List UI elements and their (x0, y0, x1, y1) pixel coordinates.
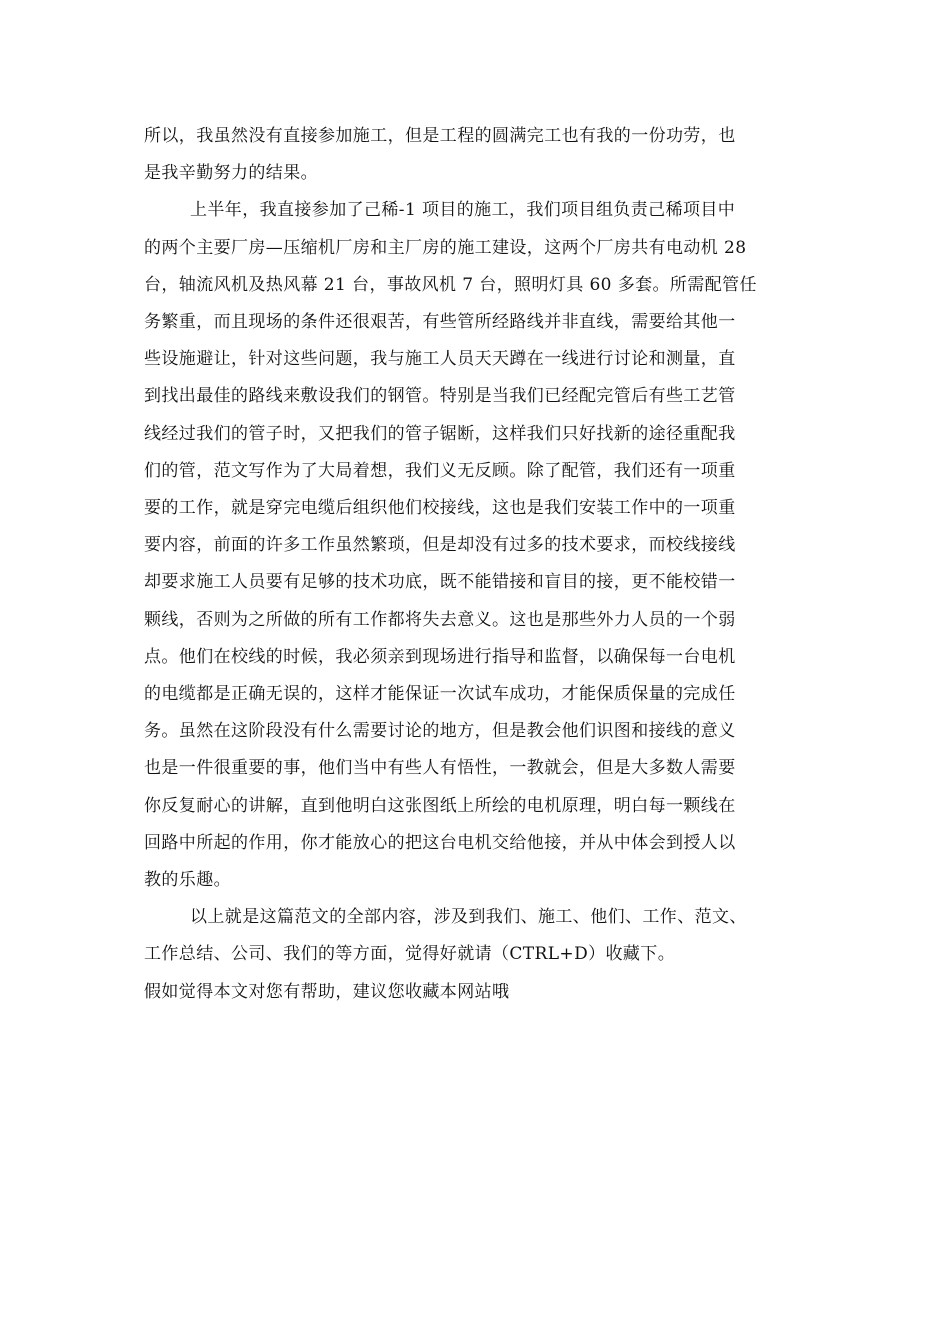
text-line: 是我辛勤努力的结果。 (144, 163, 318, 184)
text-line: 教的乐趣。 (144, 870, 231, 891)
text-line: 台，轴流风机及热风幕 21 台，事故风机 7 台，照明灯具 60 多套。所需配管任 (144, 274, 757, 295)
text-line: 颗线，否则为之所做的所有工作都将失去意义。这也是那些外力人员的一个弱 (144, 609, 736, 630)
text-line: 的两个主要厂房—压缩机厂房和主厂房的施工建设，这两个厂房共有电动机 28 (144, 237, 747, 258)
text-line: 却要求施工人员要有足够的技术功底，既不能错接和盲目的接，更不能校错一 (144, 572, 736, 593)
text-line: 假如觉得本文对您有帮助，建议您收藏本网站哦 (144, 981, 510, 1002)
text-line: 务。虽然在这阶段没有什么需要讨论的地方，但是教会他们识图和接线的意义 (144, 721, 736, 742)
text-line: 些设施避让，针对这些问题，我与施工人员天天蹲在一线进行讨论和测量，直 (144, 349, 736, 370)
text-line: 回路中所起的作用，你才能放心的把这台电机交给他接，并从中体会到授人以 (144, 832, 736, 853)
text-line: 以上就是这篇范文的全部内容，涉及到我们、施工、他们、工作、范文、 (190, 907, 747, 928)
document-body (144, 118, 804, 1011)
paragraph-conclusion (144, 118, 804, 192)
text-line: 到找出最佳的路线来敷设我们的钢管。特别是当我们已经配完管后有些工艺管 (144, 386, 736, 407)
text-line: 工作总结、公司、我们的等方面，觉得好就请（CTRL+D）收藏下。 (144, 944, 676, 965)
text-line: 要内容，前面的许多工作虽然繁琐，但是却没有过多的技术要求，而校线接线 (144, 535, 736, 556)
paragraph-first-half-year (144, 192, 804, 899)
paragraph-summary (144, 899, 804, 973)
text-line: 务繁重，而且现场的条件还很艰苦，有些管所经路线并非直线，需要给其他一 (144, 312, 736, 333)
paragraph-bookmark-note (144, 974, 804, 1011)
text-line: 上半年，我直接参加了己稀-1 项目的施工，我们项目组负责己稀项目中 (190, 200, 736, 221)
text-line: 也是一件很重要的事，他们当中有些人有悟性，一教就会，但是大多数人需要 (144, 758, 736, 779)
text-line: 所以，我虽然没有直接参加施工，但是工程的圆满完工也有我的一份功劳，也 (144, 126, 736, 146)
text-line: 点。他们在校线的时候，我必须亲到现场进行指导和监督，以确保每一台电机 (144, 646, 736, 667)
text-line: 们的管，范文写作为了大局着想，我们义无反顾。除了配管，我们还有一项重 (144, 460, 736, 481)
text-line: 你反复耐心的讲解，直到他明白这张图纸上所绘的电机原理，明白每一颗线在 (144, 795, 736, 816)
text-line: 要的工作，就是穿完电缆后组织他们校接线，这也是我们安装工作中的一项重 (144, 498, 736, 519)
text-line: 的电缆都是正确无误的，这样才能保证一次试车成功，才能保质保量的完成任 (144, 684, 736, 705)
text-line: 线经过我们的管子时，又把我们的管子锯断，这样我们只好找新的途径重配我 (144, 423, 736, 444)
